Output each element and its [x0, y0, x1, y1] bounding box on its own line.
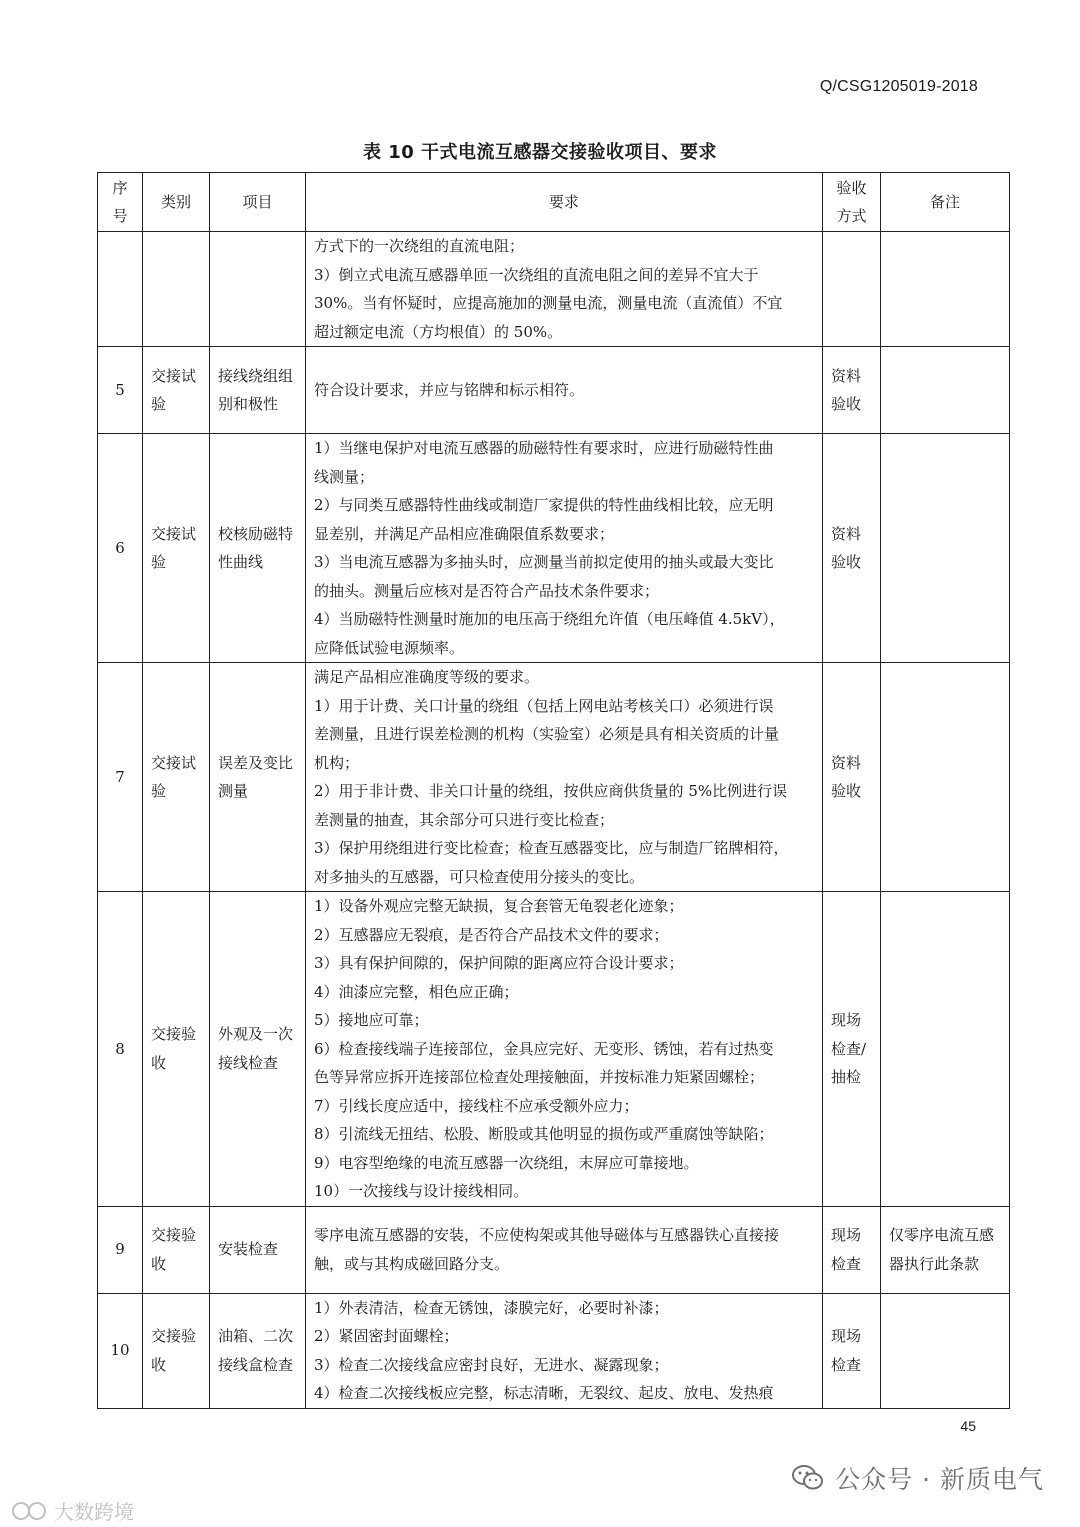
requirement-line: 触，或与其构成磁回路分支。 — [314, 1254, 510, 1273]
row-item: 校核励磁特性曲线 — [210, 434, 306, 663]
row-method: 现场检查 — [823, 1206, 881, 1293]
requirement-line: 机构； — [314, 753, 360, 772]
row-requirement — [306, 232, 823, 347]
row-category: 交接试验 — [143, 663, 210, 892]
brand-watermark — [10, 1496, 134, 1525]
requirement-line: 30%。当有怀疑时，应提高施加的测量电流，测量电流（直流值）不宜 — [314, 294, 783, 312]
header-item: 项目 — [210, 173, 306, 232]
requirement-line: 3）具有保护间隙的，保护间隙的距离应符合设计要求； — [314, 954, 684, 972]
row-method: 现场检查/抽检 — [823, 892, 881, 1207]
requirement-line: 1）用于计费、关口计量的绕组（包括上网电站考核关口）必须进行误 — [314, 696, 774, 715]
table-row — [98, 892, 1010, 1207]
row-category: 交接试验 — [143, 347, 210, 434]
table-row — [98, 663, 1010, 892]
row-category — [143, 232, 210, 347]
row-requirement — [306, 663, 823, 892]
row-remark — [881, 232, 1010, 347]
row-requirement — [306, 347, 823, 434]
requirement-line: 3）保护用绕组进行变比检查；检查互感器变比，应与制造厂铭牌相符， — [314, 839, 789, 857]
row-remark — [881, 1293, 1010, 1408]
requirement-line: 3）倒立式电流互感器单匝一次绕组的直流电阻之间的差异不宜大于 — [314, 265, 759, 284]
header-category: 类别 — [143, 173, 210, 232]
row-remark: 仅零序电流互感器执行此条款 — [881, 1206, 1010, 1293]
requirement-line: 2）互感器应无裂痕，是否符合产品技术文件的要求； — [314, 925, 669, 944]
row-seq: 10 — [98, 1293, 143, 1408]
row-method: 资料验收 — [823, 347, 881, 434]
row-seq — [98, 232, 143, 347]
acceptance-table — [97, 172, 1010, 1409]
requirement-line: 方式下的一次绕组的直流电阻； — [314, 237, 525, 255]
requirement-line: 3）当电流互感器为多抽头时，应测量当前拟定使用的抽头或最大变比 — [314, 553, 774, 571]
page-number: 45 — [960, 1418, 976, 1434]
requirement-line: 2）紧固密封面螺栓； — [314, 1327, 459, 1345]
requirement-line: 的抽头。测量后应核对是否符合产品技术条件要求； — [314, 581, 660, 600]
wechat-icon — [791, 1463, 825, 1493]
requirement-line: 1）外表清洁，检查无锈蚀，漆膜完好，必要时补漆； — [314, 1298, 669, 1317]
requirement-line: 1）设备外观应完整无缺损，复合套管无龟裂老化迹象； — [314, 897, 684, 915]
requirement-line: 7）引线长度应适中，接线柱不应承受额外应力； — [314, 1096, 639, 1115]
requirement-line: 9）电容型绝缘的电流互感器一次绕组，末屏应可靠接地。 — [314, 1153, 699, 1172]
table-header-row — [98, 173, 1010, 232]
row-method: 现场检查 — [823, 1293, 881, 1408]
row-seq: 9 — [98, 1206, 143, 1293]
row-seq: 8 — [98, 892, 143, 1207]
row-item: 接线绕组组别和极性 — [210, 347, 306, 434]
requirement-line: 3）检查二次接线盒应密封良好，无进水、凝露现象； — [314, 1355, 669, 1374]
row-category: 交接验收 — [143, 892, 210, 1207]
row-category: 交接验收 — [143, 1206, 210, 1293]
table-title: 表 10 干式电流互感器交接验收项目、要求 — [362, 142, 718, 163]
table-row — [98, 232, 1010, 347]
row-requirement — [306, 1206, 823, 1293]
requirement-line: 4）油漆应完整，相色应正确； — [314, 982, 519, 1001]
row-remark — [881, 892, 1010, 1207]
requirement-line: 对多抽头的互感器，可只检查使用分接头的变比。 — [314, 867, 645, 886]
row-item: 误差及变比测量 — [210, 663, 306, 892]
row-requirement — [306, 892, 823, 1207]
row-remark — [881, 434, 1010, 663]
requirement-line: 10）一次接线与设计接线相同。 — [314, 1182, 529, 1200]
requirement-line: 6）检查接线端子连接部位，金具应完好、无变形、锈蚀，若有过热变 — [314, 1039, 774, 1058]
row-requirement — [306, 1293, 823, 1408]
row-seq: 5 — [98, 347, 143, 434]
header-remark: 备注 — [881, 173, 1010, 232]
table-row — [98, 1293, 1010, 1408]
wechat-watermark — [791, 1460, 1044, 1496]
header-requirement: 要求 — [306, 173, 823, 232]
requirement-line: 应降低试验电源频率。 — [314, 638, 465, 657]
table-row — [98, 1206, 1010, 1293]
logo-icon — [10, 1500, 50, 1522]
row-remark — [881, 347, 1010, 434]
requirement-line: 超过额定电流（方均根值）的 50%。 — [314, 322, 563, 341]
brand-watermark-text: 大数跨境 — [54, 1500, 134, 1524]
requirement-line: 零序电流互感器的安装，不应使构架或其他导磁体与互感器铁心直接接 — [314, 1226, 780, 1244]
header-method: 验收方式 — [823, 173, 881, 232]
requirement-line: 4）检查二次接线板应完整，标志清晰，无裂纹、起皮、放电、发热痕 — [314, 1384, 774, 1402]
row-item: 外观及一次接线检查 — [210, 892, 306, 1207]
header-seq: 序号 — [98, 173, 143, 232]
row-method: 资料验收 — [823, 663, 881, 892]
requirement-line: 4）当励磁特性测量时施加的电压高于绕组允许值（电压峰值 4.5kV）， — [314, 610, 785, 628]
row-category: 交接试验 — [143, 434, 210, 663]
requirement-line: 差测量，且进行误差检测的机构（实验室）必须是具有相关资质的计量 — [314, 725, 780, 743]
row-method — [823, 232, 881, 347]
row-item — [210, 232, 306, 347]
row-seq: 6 — [98, 434, 143, 663]
row-category: 交接验收 — [143, 1293, 210, 1408]
table-body — [98, 232, 1010, 1409]
row-seq: 7 — [98, 663, 143, 892]
row-remark — [881, 663, 1010, 892]
row-method: 资料验收 — [823, 434, 881, 663]
wechat-watermark-text: 公众号 · 新质电气 — [835, 1465, 1044, 1494]
requirement-line: 1）当继电保护对电流互感器的励磁特性有要求时，应进行励磁特性曲 — [314, 439, 774, 457]
requirement-line: 满足产品相应准确度等级的要求。 — [314, 668, 540, 686]
table-row — [98, 347, 1010, 434]
requirement-line: 色等异常应拆开连接部位检查处理接触面，并按标准力矩紧固螺栓； — [314, 1068, 765, 1086]
requirement-line: 8）引流线无扭结、松股、断股或其他明显的损伤或严重腐蚀等缺陷； — [314, 1125, 774, 1143]
requirement-line: 差测量的抽查，其余部分可只进行变比检查； — [314, 810, 615, 829]
requirement-line: 显差别，并满足产品相应准确限值系数要求； — [314, 524, 615, 543]
row-item: 油箱、二次接线盒检查 — [210, 1293, 306, 1408]
requirement-line: 线测量； — [314, 467, 375, 486]
requirement-line: 5）接地应可靠； — [314, 1011, 429, 1029]
row-requirement — [306, 434, 823, 663]
row-item: 安装检查 — [210, 1206, 306, 1293]
requirement-line: 符合设计要求，并应与铭牌和标示相符。 — [314, 380, 585, 399]
requirement-line: 2）用于非计费、非关口计量的绕组，按供应商供货量的 5%比例进行误 — [314, 782, 788, 800]
document-code: Q/CSG1205019-2018 — [819, 78, 978, 95]
table-row — [98, 434, 1010, 663]
requirement-line: 2）与同类互感器特性曲线或制造厂家提供的特性曲线相比较，应无明 — [314, 496, 774, 514]
